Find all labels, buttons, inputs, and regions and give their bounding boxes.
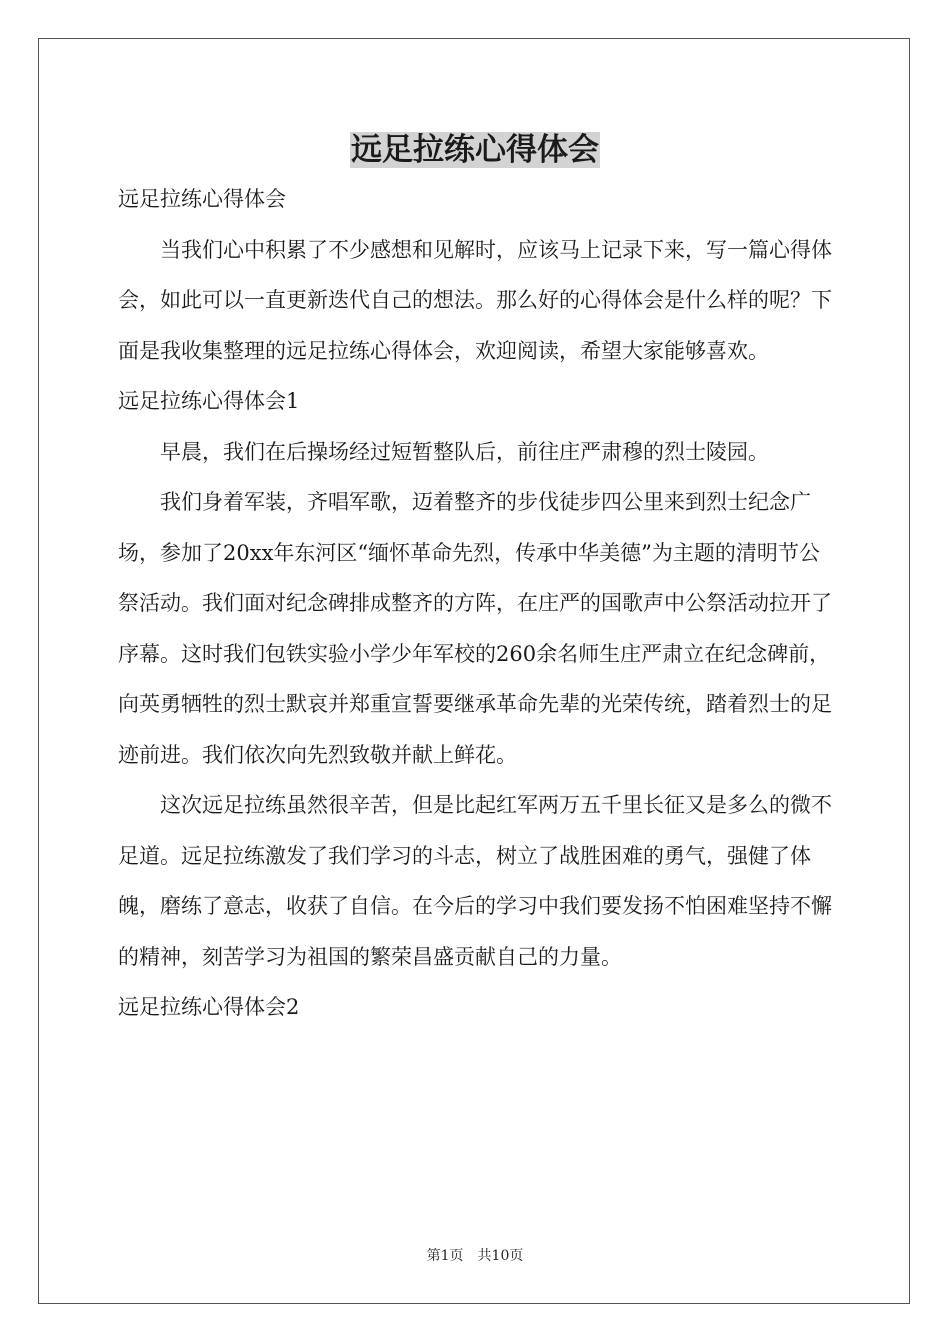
document-title (0, 128, 950, 172)
document-title-text: 远足拉练心得体会 (351, 132, 599, 168)
paragraph-heading-1: 远足拉练心得体会1 (118, 389, 300, 413)
paragraph-heading-2: 远足拉练心得体会2 (118, 995, 300, 1019)
page-footer (0, 1246, 950, 1266)
paragraph-heading-intro: 远足拉练心得体会 (118, 187, 286, 211)
page-number-label: 第1页 共10页 (426, 1248, 524, 1264)
paragraph-intro: 当我们心中积累了不少感想和见解时，应该马上记录下来，写一篇心得体会，如此可以一直更新迭代自己的想法。那么好的心得体会是什么样的呢？下面是我收集整理的远足拉练心得体会，欢迎阅读，希望大家能够喜欢。 (118, 237, 832, 363)
paragraph-reflection: 这次远足拉练虽然很辛苦，但是比起红军两万五千里长征又是多么的微不足道。远足拉练激发了我们学习的斗志，树立了战胜困难的勇气，强健了体魄，磨练了意志，收获了自信。在今后的学习中我们要发扬不怕困难坚持不懈的精神，刻苦学习为祖国的繁荣昌盛贡献自己的力量。 (118, 793, 832, 969)
document-body (118, 174, 838, 1033)
paragraph-morning: 早晨，我们在后操场经过短暂整队后，前往庄严肃穆的烈士陵园。 (160, 439, 769, 464)
paragraph-ceremony: 我们身着军装，齐唱军歌，迈着整齐的步伐徒步四公里来到烈士纪念广场，参加了20xx年东河区“缅怀革命先烈，传承中华美德”为主题的清明节公祭活动。我们面对纪念碑排成整齐的方阵，在庄严的国歌声中公祭活动拉开了序幕。这时我们包铁实验小学少年军校的260余名师生庄严肃立在纪念碑前，向英勇牺牲的烈士默哀并郑重宣誓要继承革命先辈的光荣传统，踏着烈士的足迹前进。我们依次向先烈致敬并献上鲜花。 (118, 490, 832, 767)
